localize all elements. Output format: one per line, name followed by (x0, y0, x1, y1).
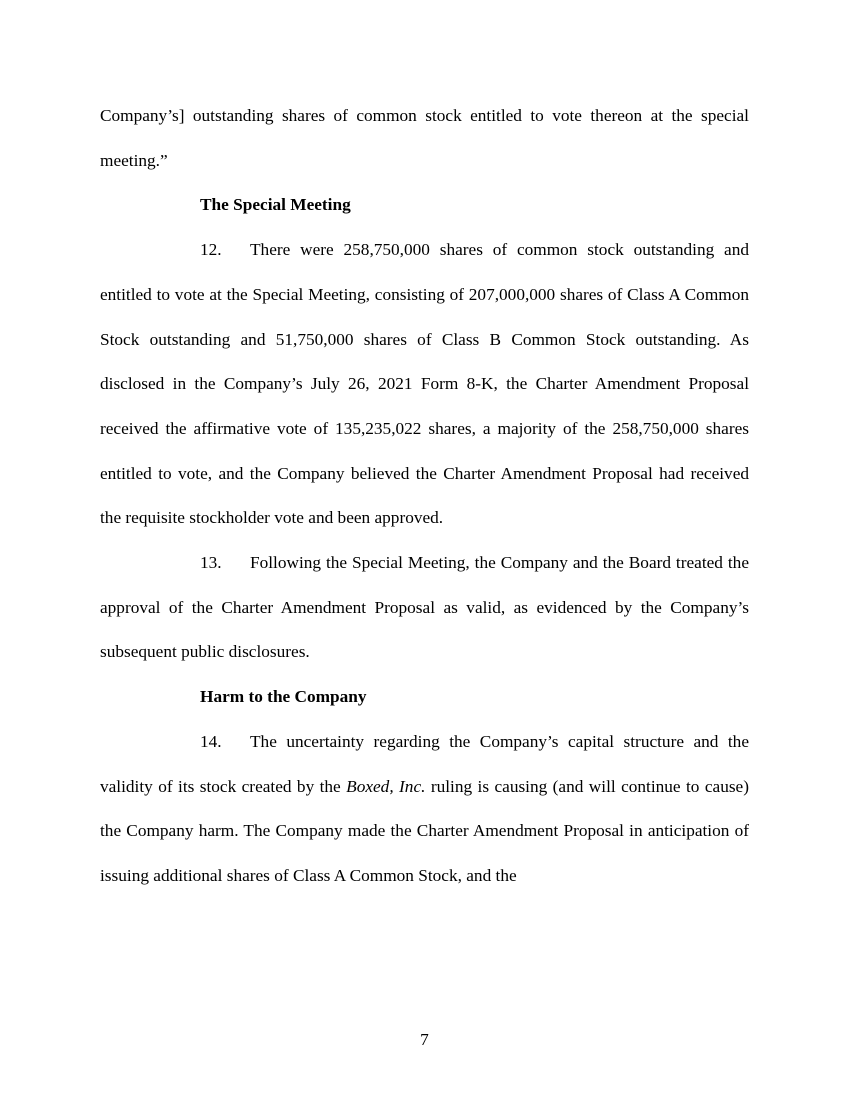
paragraph-number: 14. (200, 731, 222, 751)
paragraph-14 (100, 720, 749, 899)
paragraph-number: 12. (200, 240, 222, 260)
page-number: 7 (420, 1030, 429, 1049)
paragraph-text-end: ruling is causing (and will continue to cause) the Company harm. The Company made the Charter Amendment Proposal in anticipation of issuing additional shares of Class A Common Stock, and the (100, 776, 749, 885)
paragraph-text: Following the Special Meeting, the Company and the Board treated the approval of the Charter Amendment Proposal as valid, as evidenced by the Company’s subsequent public disclosures. (100, 553, 749, 662)
continuation-paragraph: Company’s] outstanding shares of common stock entitled to vote thereon at the special meeting.” (100, 106, 749, 170)
case-name-italic: Boxed, Inc. (346, 776, 426, 796)
paragraph-number: 13. (200, 553, 222, 573)
paragraph-12 (100, 228, 749, 541)
paragraph-13 (100, 541, 749, 675)
paragraph-text-start: The uncertainty regarding the Company’s capital structure and the validity of its stock created by the (100, 731, 749, 796)
section-heading-harm-to-company: Harm to the Company (200, 687, 367, 707)
paragraph-text: There were 258,750,000 shares of common stock outstanding and entitled to vote at the Special Meeting, consisting of 207,000,000 shares of Class A Common Stock outstanding and 51,750,000 shares of Class B Common Stock outstanding. As disclosed in the Company’s July 26, 2021 Form 8-K, the Charter Amendment Proposal received the affirmative vote of 135,235,022 shares, a majority of the 258,750,000 shares entitled to vote, and the Company believed the Charter Amendment Proposal had received the requisite stockholder vote and been approved. (100, 240, 749, 528)
document-body (100, 94, 749, 899)
section-heading-special-meeting: The Special Meeting (200, 195, 351, 215)
